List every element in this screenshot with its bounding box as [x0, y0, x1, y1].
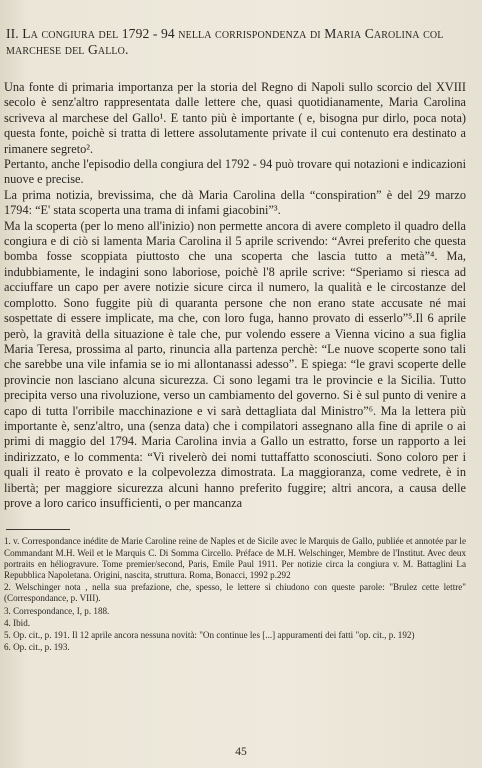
- page-number: 45: [235, 746, 247, 758]
- footnote-6: 6. Op. cit., p. 193.: [4, 642, 70, 653]
- footnote-5: 5. Op. cit., p. 191. Il 12 aprile ancora nessuna novità: "On continue les [...] appuramenti dei fatti "op. cit., p. 192): [4, 630, 415, 640]
- chapter-heading: II. La congiura del 1792 - 94 nella corrispondenza di Maria Carolina col marchese del Gallo.: [6, 26, 444, 57]
- footnotes: [4, 536, 466, 653]
- paragraph-2: Pertanto, anche l'episodio della congiura del 1792 - 94 può trovare qui notazioni e indicazioni nuove e precise.: [4, 157, 466, 187]
- footnote-2: 2. Welschinger nota , nella sua prefazione, che, spesso, le lettere si chiudono con queste parole: "Brulez cette lettre" (Correspondance, p. VIII).: [4, 582, 466, 604]
- footnote-divider: [6, 529, 70, 530]
- body-text: [4, 80, 466, 511]
- paragraph-3: La prima notizia, brevissima, che dà Maria Carolina della “conspiration” è del 29 marzo 1794: “E' stata scoperta una trama di infami giacobini”³.: [4, 187, 466, 218]
- footnote-1: 1. v. Correspondance inédite de Marie Caroline reine de Naples et de Sicile avec le Marquis de Gallo, publiée et annotée par le Commandant M.H. Weil et le Marquis C. Di Somma Circello. Préface de M.H. Welschinger, Membre de l'Institut. Avec deux portraits en héliogravure. Tome premier/second, Paris, Emile Paul 1911. Per notizie circa la congiura v. M. Battaglini La Repubblica Napoletana. Origini, nascita, struttura. Roma, Bonacci, 1992 p.292: [4, 536, 466, 580]
- paragraph-4: Ma la scoperta (per lo meno all'inizio) non permette ancora di avere completo il quadro della congiura e di ciò si lamenta Maria Carolina il 5 aprile scrivendo: “Avrei preferito che questa bomba fosse scoppiata piuttosto che una scoperta che lascia tutto a metà”⁴. Ma, indubbiamente, le indagini sono laboriose, poichè l'8 aprile scrive: “Speriamo si riesca ad acciuffare un capo per avere notizie sicure circa il numero, la qualità e le circostanze del complotto. Sono fuggite più di quaranta persone che non erano state accusate né mai sospettate di essere implicate, ma che, con loro fuga, hanno provato di esserlo”⁵.Il 6 aprile però, la gravità della situazione è tale che, pur volendo essere a Vienna vicino a sua figlia Maria Teresa, prossima al parto, rinuncia alla partenza perchè: “Le nuove scoperte sono tali che sarebbe una vile infamia se io mi allontanassi adesso”. E spiega: “le gravi scoperte delle provincie non lasciano alcuna sicurezza. Ci sono legami tra le provincie e la Sicilia. Tutto precipita verso una rivoluzione, verso un cambiamento del governo. Si è sul punto di venire a capo di tutta l'orribile macchinazione e vi sarà dettagliata dal Ministro”⁶. Ma la lettera più importante è, senz'altro, una (senza data) che i compilatori assegnano alla fine di aprile o ai primi di maggio del 1794. Maria Carolina invia a Gallo un estratto, forse un rapporto a lei indirizzato, e lo commenta: “Vi rivelerò dei nomi tuttaffatto sconosciuti. Sono coloro per i quali il reato è provato e la colpevolezza dimostrata. La maggioranza, come vedrete, è in libertà; per maggiore sicurezza alcuni hanno preferito fuggire; altri ancora, a causa delle prove a loro carico insufficienti, o per mancanza: [4, 218, 466, 510]
- footnote-3: 3. Correspondance, I, p. 188.: [4, 605, 110, 616]
- paragraph-1: Una fonte di primaria importanza per la storia del Regno di Napoli sullo scorcio del XVIII secolo è senz'altro rappresentata dalle lettere che, quasi quotidianamente, Maria Carolina scriveva al marchese del Gallo¹. E tanto più è importante ( e, bisogna pur dirlo, poca nota) questa fonte, poichè si tratta di lettere assolutamente private il cui contenuto era destinato a rimanere segreto².: [4, 80, 466, 156]
- footnote-4: 4. Ibid.: [4, 617, 31, 628]
